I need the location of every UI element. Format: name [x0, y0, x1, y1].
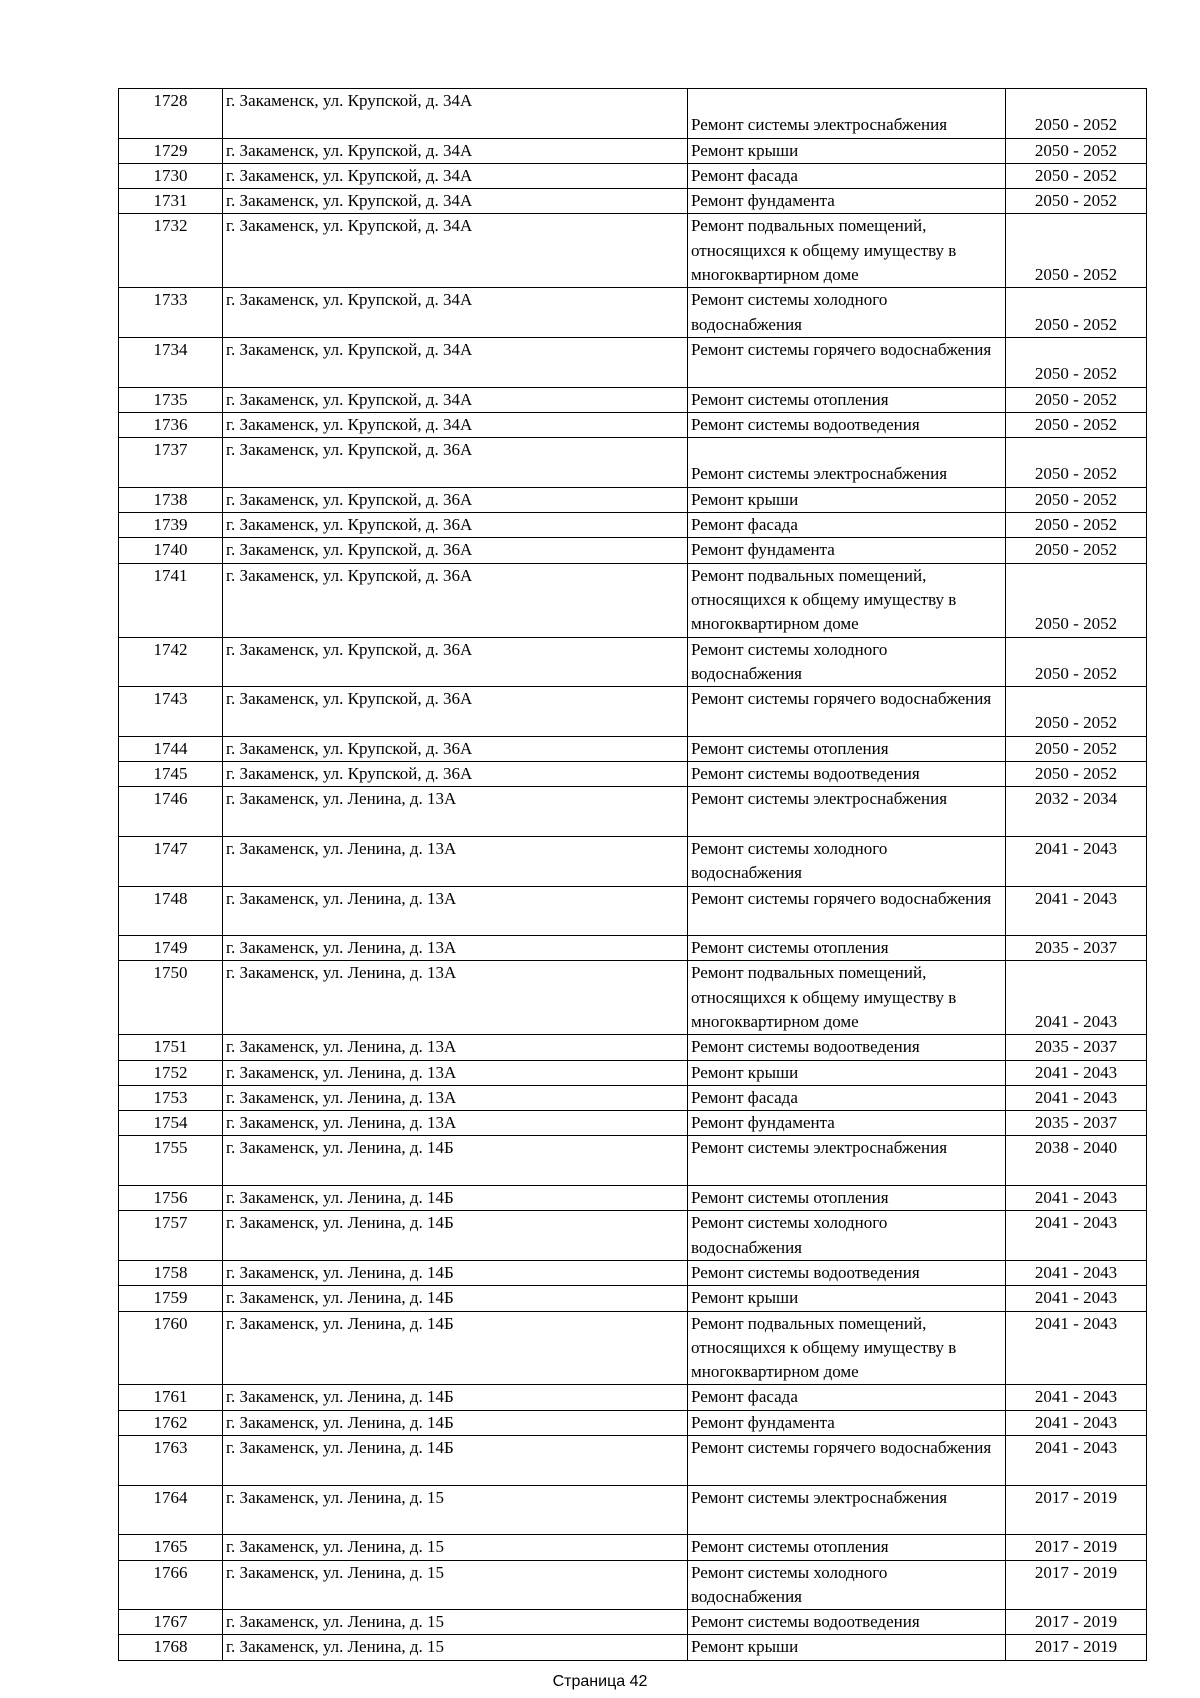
table-row [119, 1136, 1147, 1186]
work-type-cell: Ремонт системы холодного водоснабжения [688, 637, 1006, 687]
address-cell: г. Закаменск, ул. Ленина, д. 13А [223, 836, 688, 886]
row-number-cell: 1767 [119, 1610, 223, 1635]
row-number-cell: 1734 [119, 337, 223, 387]
work-type-cell: Ремонт системы горячего водоснабжения [688, 337, 1006, 387]
period-cell: 2041 - 2043 [1006, 1211, 1147, 1261]
row-number-cell: 1763 [119, 1436, 223, 1486]
table-row [119, 1436, 1147, 1486]
repair-schedule-table [118, 88, 1147, 1661]
table-row [119, 762, 1147, 787]
work-type-cell: Ремонт системы электроснабжения [688, 1485, 1006, 1535]
table-row [119, 412, 1147, 437]
address-cell: г. Закаменск, ул. Ленина, д. 15 [223, 1635, 688, 1660]
period-cell: 2041 - 2043 [1006, 1260, 1147, 1285]
table-row [119, 886, 1147, 936]
page-number: Страница 42 [552, 1673, 648, 1690]
address-cell: г. Закаменск, ул. Ленина, д. 14Б [223, 1136, 688, 1186]
period-cell: 2032 - 2034 [1006, 787, 1147, 837]
period-cell: 2041 - 2043 [1006, 1085, 1147, 1110]
row-number-cell: 1764 [119, 1485, 223, 1535]
period-cell: 2050 - 2052 [1006, 513, 1147, 538]
table-row [119, 387, 1147, 412]
work-type-cell: Ремонт фундамента [688, 189, 1006, 214]
table-row [119, 563, 1147, 637]
address-cell: г. Закаменск, ул. Ленина, д. 14Б [223, 1186, 688, 1211]
row-number-cell: 1732 [119, 214, 223, 288]
table-row [119, 1410, 1147, 1435]
work-type-cell: Ремонт системы отопления [688, 936, 1006, 961]
work-type-cell: Ремонт системы отопления [688, 1535, 1006, 1560]
work-type-cell: Ремонт системы электроснабжения [688, 787, 1006, 837]
address-cell: г. Закаменск, ул. Ленина, д. 13А [223, 936, 688, 961]
row-number-cell: 1755 [119, 1136, 223, 1186]
period-cell: 2050 - 2052 [1006, 538, 1147, 563]
table-row [119, 1286, 1147, 1311]
table-row [119, 1560, 1147, 1610]
period-cell: 2041 - 2043 [1006, 1385, 1147, 1410]
period-cell: 2041 - 2043 [1006, 1311, 1147, 1385]
table-row [119, 637, 1147, 687]
row-number-cell: 1739 [119, 513, 223, 538]
period-cell: 2050 - 2052 [1006, 762, 1147, 787]
row-number-cell: 1735 [119, 387, 223, 412]
table-row [119, 487, 1147, 512]
table-row [119, 961, 1147, 1035]
period-cell: 2017 - 2019 [1006, 1610, 1147, 1635]
row-number-cell: 1731 [119, 189, 223, 214]
period-cell: 2050 - 2052 [1006, 288, 1147, 338]
period-cell: 2050 - 2052 [1006, 138, 1147, 163]
address-cell: г. Закаменск, ул. Ленина, д. 13А [223, 1035, 688, 1060]
address-cell: г. Закаменск, ул. Крупской, д. 36А [223, 637, 688, 687]
row-number-cell: 1747 [119, 836, 223, 886]
address-cell: г. Закаменск, ул. Крупской, д. 34А [223, 189, 688, 214]
work-type-cell: Ремонт подвальных помещений, относящихся к общему имуществу в многоквартирном доме [688, 1311, 1006, 1385]
period-cell: 2041 - 2043 [1006, 1186, 1147, 1211]
table-row [119, 1311, 1147, 1385]
work-type-cell: Ремонт подвальных помещений, относящихся к общему имуществу в многоквартирном доме [688, 214, 1006, 288]
row-number-cell: 1766 [119, 1560, 223, 1610]
row-number-cell: 1761 [119, 1385, 223, 1410]
table-row [119, 836, 1147, 886]
address-cell: г. Закаменск, ул. Ленина, д. 13А [223, 1060, 688, 1085]
address-cell: г. Закаменск, ул. Крупской, д. 34А [223, 412, 688, 437]
address-cell: г. Закаменск, ул. Крупской, д. 34А [223, 288, 688, 338]
work-type-cell: Ремонт системы водоотведения [688, 1260, 1006, 1285]
row-number-cell: 1762 [119, 1410, 223, 1435]
address-cell: г. Закаменск, ул. Крупской, д. 34А [223, 387, 688, 412]
period-cell: 2050 - 2052 [1006, 487, 1147, 512]
work-type-cell: Ремонт системы водоотведения [688, 412, 1006, 437]
work-type-cell: Ремонт системы холодного водоснабжения [688, 836, 1006, 886]
address-cell: г. Закаменск, ул. Крупской, д. 36А [223, 563, 688, 637]
row-number-cell: 1737 [119, 438, 223, 488]
table-row [119, 337, 1147, 387]
table-row [119, 736, 1147, 761]
period-cell: 2050 - 2052 [1006, 438, 1147, 488]
row-number-cell: 1757 [119, 1211, 223, 1261]
table-row [119, 288, 1147, 338]
period-cell: 2038 - 2040 [1006, 1136, 1147, 1186]
row-number-cell: 1744 [119, 736, 223, 761]
address-cell: г. Закаменск, ул. Крупской, д. 36А [223, 487, 688, 512]
address-cell: г. Закаменск, ул. Ленина, д. 13А [223, 886, 688, 936]
table-row [119, 538, 1147, 563]
table-row [119, 138, 1147, 163]
table-row [119, 1085, 1147, 1110]
address-cell: г. Закаменск, ул. Крупской, д. 36А [223, 438, 688, 488]
period-cell: 2035 - 2037 [1006, 1111, 1147, 1136]
work-type-cell: Ремонт фундамента [688, 538, 1006, 563]
table-row [119, 1385, 1147, 1410]
row-number-cell: 1765 [119, 1535, 223, 1560]
table-row [119, 1485, 1147, 1535]
table-row [119, 1610, 1147, 1635]
address-cell: г. Закаменск, ул. Крупской, д. 34А [223, 89, 688, 139]
row-number-cell: 1768 [119, 1635, 223, 1660]
row-number-cell: 1759 [119, 1286, 223, 1311]
table-row [119, 687, 1147, 737]
table-row [119, 1211, 1147, 1261]
address-cell: г. Закаменск, ул. Ленина, д. 13А [223, 1085, 688, 1110]
row-number-cell: 1730 [119, 163, 223, 188]
row-number-cell: 1740 [119, 538, 223, 563]
work-type-cell: Ремонт крыши [688, 1635, 1006, 1660]
row-number-cell: 1758 [119, 1260, 223, 1285]
work-type-cell: Ремонт системы отопления [688, 736, 1006, 761]
address-cell: г. Закаменск, ул. Крупской, д. 34А [223, 138, 688, 163]
work-type-cell: Ремонт фасада [688, 513, 1006, 538]
row-number-cell: 1756 [119, 1186, 223, 1211]
row-number-cell: 1743 [119, 687, 223, 737]
period-cell: 2050 - 2052 [1006, 189, 1147, 214]
row-number-cell: 1736 [119, 412, 223, 437]
address-cell: г. Закаменск, ул. Ленина, д. 14Б [223, 1260, 688, 1285]
address-cell: г. Закаменск, ул. Ленина, д. 15 [223, 1485, 688, 1535]
work-type-cell: Ремонт системы холодного водоснабжения [688, 1560, 1006, 1610]
address-cell: г. Закаменск, ул. Ленина, д. 14Б [223, 1410, 688, 1435]
work-type-cell: Ремонт системы электроснабжения [688, 438, 1006, 488]
period-cell: 2050 - 2052 [1006, 412, 1147, 437]
address-cell: г. Закаменск, ул. Крупской, д. 36А [223, 736, 688, 761]
work-type-cell: Ремонт системы электроснабжения [688, 1136, 1006, 1186]
work-type-cell: Ремонт системы водоотведения [688, 1610, 1006, 1635]
period-cell: 2050 - 2052 [1006, 337, 1147, 387]
address-cell: г. Закаменск, ул. Крупской, д. 36А [223, 687, 688, 737]
address-cell: г. Закаменск, ул. Ленина, д. 13А [223, 1111, 688, 1136]
page-footer [0, 1673, 1200, 1691]
row-number-cell: 1741 [119, 563, 223, 637]
table-row [119, 189, 1147, 214]
work-type-cell: Ремонт крыши [688, 138, 1006, 163]
table-row [119, 513, 1147, 538]
period-cell: 2041 - 2043 [1006, 1286, 1147, 1311]
table-row [119, 1535, 1147, 1560]
period-cell: 2050 - 2052 [1006, 563, 1147, 637]
work-type-cell: Ремонт фасада [688, 1385, 1006, 1410]
period-cell: 2041 - 2043 [1006, 836, 1147, 886]
table-row [119, 1111, 1147, 1136]
address-cell: г. Закаменск, ул. Ленина, д. 15 [223, 1610, 688, 1635]
address-cell: г. Закаменск, ул. Ленина, д. 13А [223, 961, 688, 1035]
work-type-cell: Ремонт системы горячего водоснабжения [688, 886, 1006, 936]
address-cell: г. Закаменск, ул. Ленина, д. 14Б [223, 1286, 688, 1311]
period-cell: 2017 - 2019 [1006, 1485, 1147, 1535]
work-type-cell: Ремонт фасада [688, 1085, 1006, 1110]
period-cell: 2035 - 2037 [1006, 936, 1147, 961]
table-row [119, 89, 1147, 139]
period-cell: 2050 - 2052 [1006, 163, 1147, 188]
row-number-cell: 1752 [119, 1060, 223, 1085]
work-type-cell: Ремонт подвальных помещений, относящихся к общему имуществу в многоквартирном доме [688, 961, 1006, 1035]
period-cell: 2050 - 2052 [1006, 736, 1147, 761]
row-number-cell: 1749 [119, 936, 223, 961]
row-number-cell: 1728 [119, 89, 223, 139]
period-cell: 2050 - 2052 [1006, 387, 1147, 412]
row-number-cell: 1746 [119, 787, 223, 837]
document-page [118, 88, 1146, 1661]
address-cell: г. Закаменск, ул. Ленина, д. 15 [223, 1535, 688, 1560]
table-row [119, 163, 1147, 188]
row-number-cell: 1748 [119, 886, 223, 936]
work-type-cell: Ремонт фундамента [688, 1111, 1006, 1136]
period-cell: 2050 - 2052 [1006, 637, 1147, 687]
work-type-cell: Ремонт подвальных помещений, относящихся к общему имуществу в многоквартирном доме [688, 563, 1006, 637]
address-cell: г. Закаменск, ул. Ленина, д. 14Б [223, 1211, 688, 1261]
address-cell: г. Закаменск, ул. Крупской, д. 36А [223, 538, 688, 563]
table-row [119, 1186, 1147, 1211]
period-cell: 2050 - 2052 [1006, 214, 1147, 288]
row-number-cell: 1753 [119, 1085, 223, 1110]
address-cell: г. Закаменск, ул. Ленина, д. 15 [223, 1560, 688, 1610]
address-cell: г. Закаменск, ул. Крупской, д. 36А [223, 762, 688, 787]
work-type-cell: Ремонт крыши [688, 487, 1006, 512]
table-row [119, 438, 1147, 488]
table-row [119, 1635, 1147, 1660]
period-cell: 2041 - 2043 [1006, 1060, 1147, 1085]
row-number-cell: 1729 [119, 138, 223, 163]
period-cell: 2017 - 2019 [1006, 1635, 1147, 1660]
table-row [119, 936, 1147, 961]
work-type-cell: Ремонт системы отопления [688, 1186, 1006, 1211]
work-type-cell: Ремонт системы электроснабжения [688, 89, 1006, 139]
work-type-cell: Ремонт системы горячего водоснабжения [688, 687, 1006, 737]
work-type-cell: Ремонт крыши [688, 1286, 1006, 1311]
table-row [119, 1260, 1147, 1285]
row-number-cell: 1742 [119, 637, 223, 687]
row-number-cell: 1750 [119, 961, 223, 1035]
row-number-cell: 1745 [119, 762, 223, 787]
row-number-cell: 1733 [119, 288, 223, 338]
work-type-cell: Ремонт системы водоотведения [688, 1035, 1006, 1060]
address-cell: г. Закаменск, ул. Крупской, д. 34А [223, 163, 688, 188]
address-cell: г. Закаменск, ул. Ленина, д. 13А [223, 787, 688, 837]
period-cell: 2041 - 2043 [1006, 1410, 1147, 1435]
row-number-cell: 1760 [119, 1311, 223, 1385]
work-type-cell: Ремонт системы горячего водоснабжения [688, 1436, 1006, 1486]
table-row [119, 1060, 1147, 1085]
period-cell: 2017 - 2019 [1006, 1560, 1147, 1610]
period-cell: 2050 - 2052 [1006, 89, 1147, 139]
period-cell: 2041 - 2043 [1006, 886, 1147, 936]
period-cell: 2017 - 2019 [1006, 1535, 1147, 1560]
period-cell: 2041 - 2043 [1006, 1436, 1147, 1486]
address-cell: г. Закаменск, ул. Крупской, д. 36А [223, 513, 688, 538]
address-cell: г. Закаменск, ул. Крупской, д. 34А [223, 337, 688, 387]
table-row [119, 787, 1147, 837]
address-cell: г. Закаменск, ул. Ленина, д. 14Б [223, 1436, 688, 1486]
work-type-cell: Ремонт крыши [688, 1060, 1006, 1085]
work-type-cell: Ремонт фундамента [688, 1410, 1006, 1435]
period-cell: 2035 - 2037 [1006, 1035, 1147, 1060]
period-cell: 2041 - 2043 [1006, 961, 1147, 1035]
row-number-cell: 1751 [119, 1035, 223, 1060]
address-cell: г. Закаменск, ул. Ленина, д. 14Б [223, 1311, 688, 1385]
work-type-cell: Ремонт системы отопления [688, 387, 1006, 412]
table-row [119, 1035, 1147, 1060]
work-type-cell: Ремонт системы холодного водоснабжения [688, 288, 1006, 338]
work-type-cell: Ремонт системы холодного водоснабжения [688, 1211, 1006, 1261]
work-type-cell: Ремонт системы водоотведения [688, 762, 1006, 787]
address-cell: г. Закаменск, ул. Ленина, д. 14Б [223, 1385, 688, 1410]
work-type-cell: Ремонт фасада [688, 163, 1006, 188]
table-row [119, 214, 1147, 288]
address-cell: г. Закаменск, ул. Крупской, д. 34А [223, 214, 688, 288]
table-body [119, 89, 1147, 1661]
row-number-cell: 1754 [119, 1111, 223, 1136]
row-number-cell: 1738 [119, 487, 223, 512]
period-cell: 2050 - 2052 [1006, 687, 1147, 737]
